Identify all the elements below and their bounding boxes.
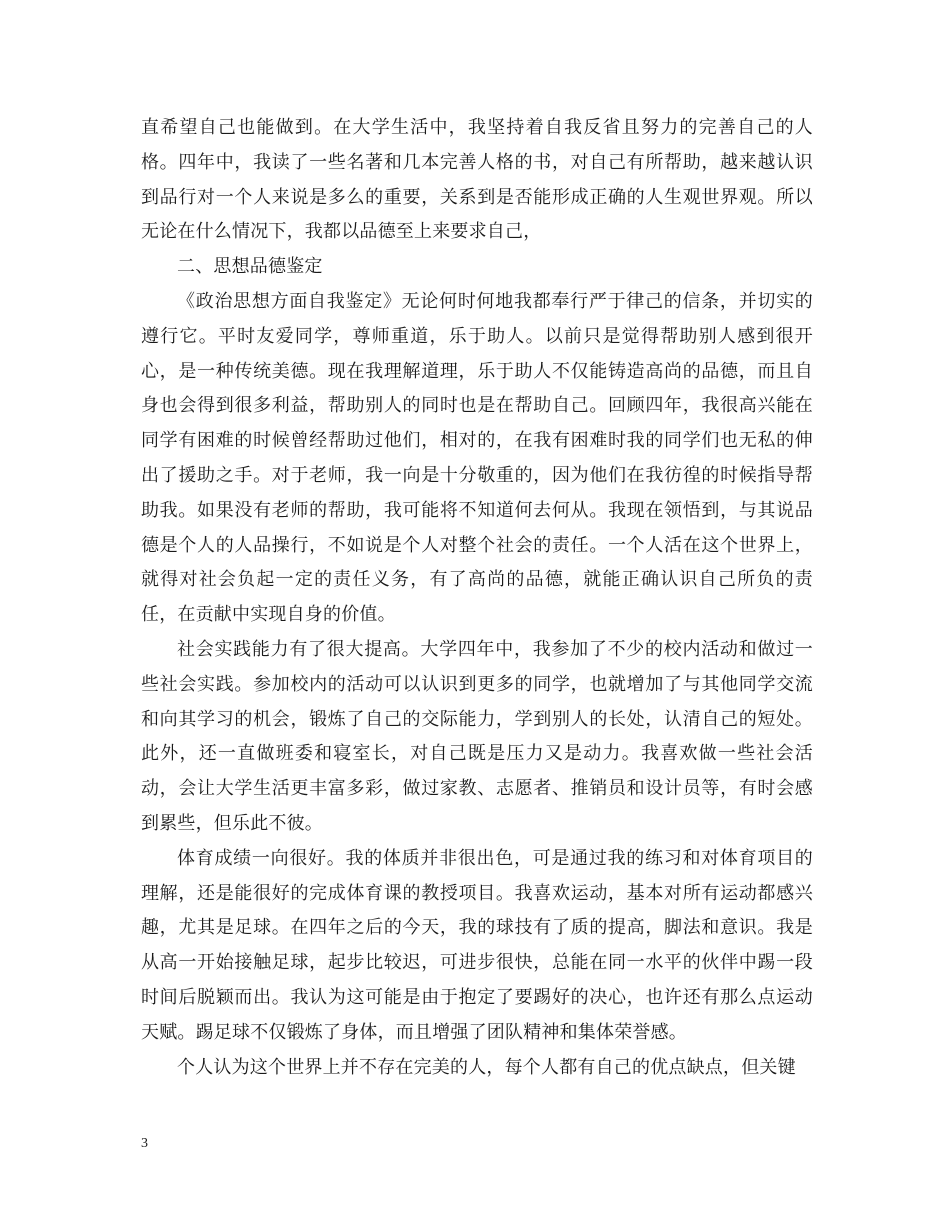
document-body xyxy=(141,111,813,1085)
paragraph-continuation: 直希望自己也能做到。在大学生活中，我坚持着自我反省且努力的完善自己的人格。四年中，我读了一些名著和几本完善人格的书，对自己有所帮助，越来越认识到品行对一个人来说是多么的重要，关系到是否能形成正确的人生观世界观。所以无论在什么情况下，我都以品德至上来要求自己， xyxy=(141,117,813,243)
paragraph-social-practice: 社会实践能力有了很大提高。大学四年中，我参加了不少的校内活动和做过一些社会实践。参加校内的活动可以认识到更多的同学，也就增加了与其他同学交流和向其学习的机会，锻炼了自己的交际能力，学到别人的长处，认清自己的短处。此外，还一直做班委和寝室长，对自己既是压力又是动力。我喜欢做一些社会活动，会让大学生活更丰富多彩，做过家教、志愿者、推销员和设计员等，有时会感到累些，但乐此不彼。 xyxy=(141,638,813,834)
paragraph-self-assessment: 个人认为这个世界上并不存在完美的人，每个人都有自己的优点缺点，但关键 xyxy=(177,1056,796,1078)
paragraph-sports: 体育成绩一向很好。我的体质并非很出色，可是通过我的练习和对体育项目的理解，还是能很好的完成体育课的教授项目。我喜欢运动，基本对所有运动都感兴趣，尤其是足球。在四年之后的今天，我的球技有了质的提高，脚法和意识。我是从高一开始接触足球，起步比较迟，可进步很快，总能在同一水平的伙伴中踢一段时间后脱颖而出。我认为这可能是由于抱定了要踢好的决心，也许还有那么点运动天赋。踢足球不仅锻炼了身体，而且增强了团队精神和集体荣誉感。 xyxy=(141,847,813,1043)
page-number: 3 xyxy=(141,1136,148,1151)
paragraph-political-thought: 《政治思想方面自我鉴定》无论何时何地我都奉行严于律己的信条，并切实的遵行它。平时友爱同学，尊师重道，乐于助人。以前只是觉得帮助别人感到很开心，是一种传统美德。现在我理解道理，乐于助人不仅能铸造高尚的品德，而且自身也会得到很多利益，帮助别人的同时也是在帮助自己。回顾四年，我很高兴能在同学有困难的时候曾经帮助过他们，相对的，在我有困难时我的同学们也无私的伸出了援助之手。对于老师，我一向是十分敬重的，因为他们在我彷徨的时候指导帮助我。如果没有老师的帮助，我可能将不知道何去何从。我现在领悟到，与其说品德是个人的人品操行，不如说是个人对整个社会的责任。一个人活在这个世界上，就得对社会负起一定的责任义务，有了高尚的品德，就能正确认识自己所负的责任，在贡献中实现自身的价值。 xyxy=(141,290,813,626)
section-heading: 二、思想品德鉴定 xyxy=(177,256,323,278)
